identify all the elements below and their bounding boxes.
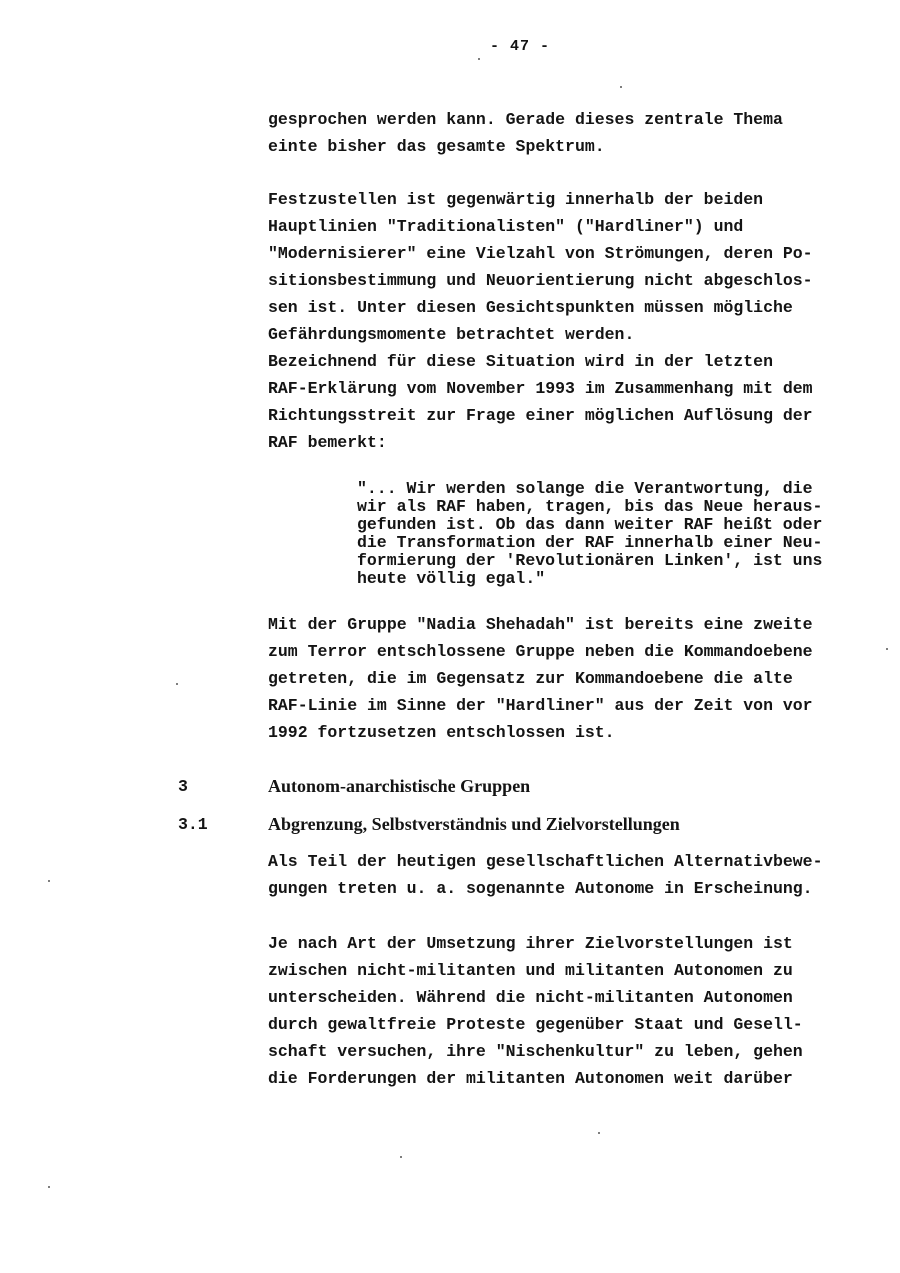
paragraph-intro: gesprochen werden kann. Gerade dieses zentrale Thema einte bisher das gesamte Spektrum. bbox=[268, 110, 783, 156]
scan-speck bbox=[886, 648, 888, 650]
scan-speck bbox=[598, 1132, 600, 1134]
raf-quote: "... Wir werden solange die Verantwortung, die wir als RAF haben, tragen, bis das Neue heraus- gefunden ist. Ob das dann weiter RAF heißt oder die Transformation der RAF innerhalb einer Neu- formierung der 'Revolutionären Linken', ist uns heute völlig egal." bbox=[357, 479, 823, 588]
page-number: - 47 - bbox=[490, 38, 551, 55]
scan-speck bbox=[48, 1186, 50, 1188]
scan-speck bbox=[620, 86, 622, 88]
paragraph-nadia-shehadah: Mit der Gruppe "Nadia Shehadah" ist bereits eine zweite zum Terror entschlossene Gruppe neben die Kommandoebene getreten, die im Gegensatz zur Kommandoebene die alte RAF-Linie im Sinne der "Hardliner" aus der Zeit von vor 1992 fortzusetzen entschlossen ist. bbox=[268, 615, 813, 742]
section-number-3: 3 bbox=[178, 777, 188, 796]
paragraph-militante-autonome: Je nach Art der Umsetzung ihrer Zielvorstellungen ist zwischen nicht-militanten und militanten Autonomen zu unterscheiden. Während die nicht-militanten Autonomen durch gewaltfreie Proteste gegenüber Staat und Gesell- schaft versuchen, ihre "Nischenkultur" zu leben, gehen die Forderungen der militanten Autonomen weit darüber bbox=[268, 934, 803, 1088]
scan-speck bbox=[176, 683, 178, 685]
section-title-3: Autonom-anarchistische Gruppen bbox=[268, 776, 531, 796]
paragraph-autonome: Als Teil der heutigen gesellschaftlichen Alternativbewe- gungen treten u. a. sogenannte Autonome in Erscheinung. bbox=[268, 852, 823, 898]
section-number-3-1: 3.1 bbox=[178, 815, 208, 834]
scan-speck bbox=[478, 58, 480, 60]
section-title-3-1: Abgrenzung, Selbstverständnis und Zielvorstellungen bbox=[268, 814, 680, 834]
paragraph-strömungen: Festzustellen ist gegenwärtig innerhalb der beiden Hauptlinien "Traditionalisten" ("Hardliner") und "Modernisierer" eine Vielzahl von Strömungen, deren Po- sitionsbestimmung und Neuorientierung nicht abgeschlos- sen ist. Unter diesen Gesichtspunkten müssen mögliche Gefährdungsmomente betrachtet werden. Bezeichnend für diese Situation wird in der letzten RAF-Erklärung vom November 1993 im Zusammenhang mit dem Richtungsstreit zur Frage einer möglichen Auflösung der RAF bemerkt: bbox=[268, 190, 813, 452]
scan-speck bbox=[48, 880, 50, 882]
scan-speck bbox=[400, 1156, 402, 1158]
